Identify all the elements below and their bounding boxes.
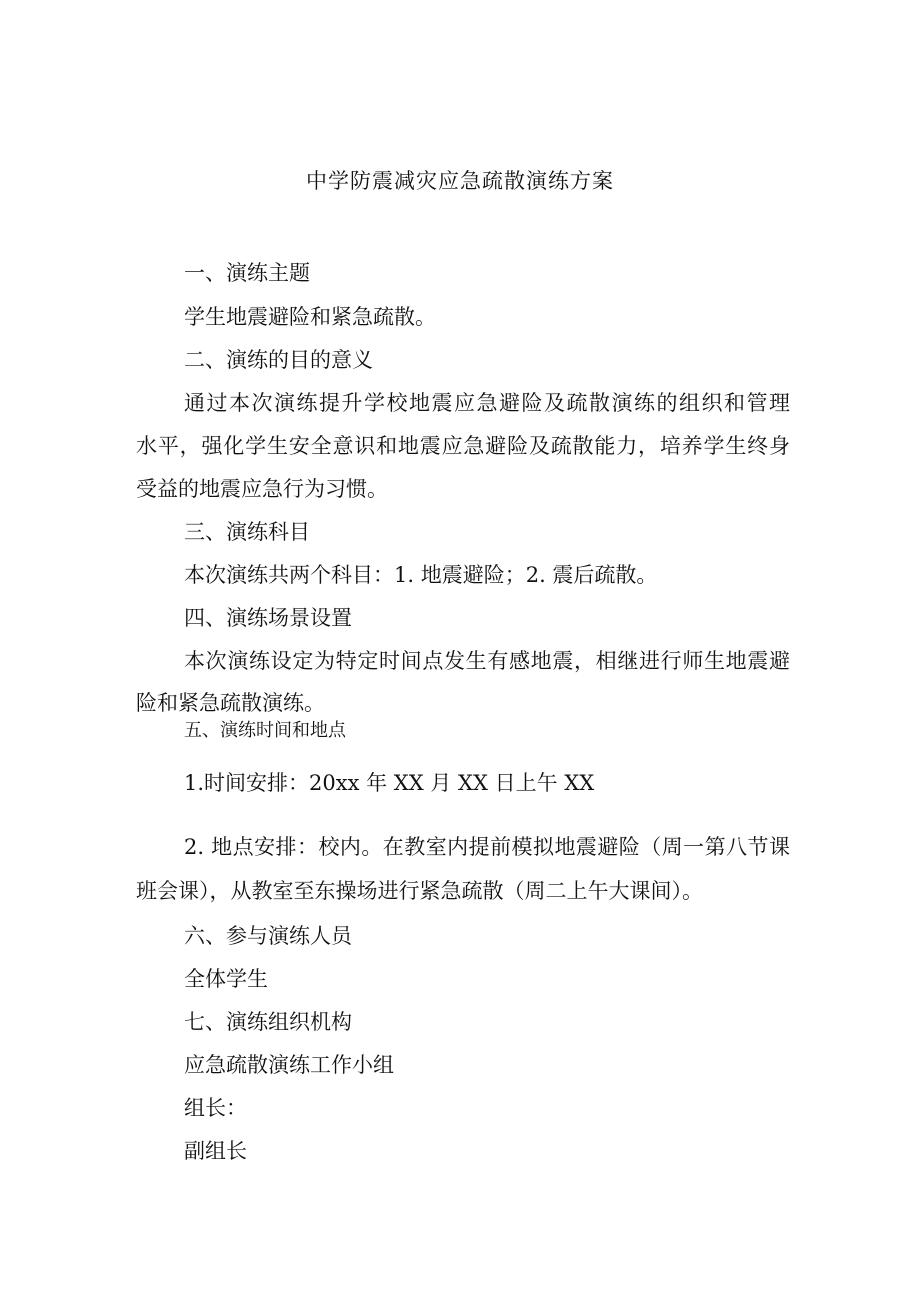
document-title: 中学防震减灾应急疏散演练方案: [306, 169, 614, 193]
section-1-heading: 一、演练主题: [184, 261, 310, 285]
section-2-line-2: 水平，强化学生安全意识和地震应急避险及疏散能力，培养学生终身: [136, 434, 790, 458]
section-2-line-3: 受益的地震应急行为习惯。: [136, 477, 388, 501]
section-4-line-2: 险和紧急疏散演练。: [136, 691, 325, 715]
section-3-heading: 三、演练科目: [184, 520, 310, 544]
deputy-leader-line: 副组长: [184, 1139, 247, 1163]
section-5-heading: 五、演练时间和地点: [184, 720, 346, 741]
section-7-heading: 七、演练组织机构: [184, 1010, 352, 1034]
section-1-body: 学生地震避险和紧急疏散。: [184, 305, 436, 329]
section-3-body: 本次演练共两个科目：1. 地震避险；2. 震后疏散。: [184, 563, 658, 587]
section-5-place-line-1: 2. 地点安排：校内。在教室内提前模拟地震避险（周一第八节课: [184, 835, 790, 859]
section-4-heading: 四、演练场景设置: [184, 606, 352, 630]
section-6-heading: 六、参与演练人员: [184, 924, 352, 948]
leader-line: 组长：: [184, 1096, 247, 1120]
section-5-place-line-2: 班会课），从教室至东操场进行紧急疏散（周二上午大课间）。: [136, 879, 703, 903]
section-2-heading: 二、演练的目的意义: [184, 348, 373, 372]
section-6-body: 全体学生: [184, 967, 268, 991]
section-4-line-1: 本次演练设定为特定时间点发生有感地震，相继进行师生地震避: [184, 649, 790, 673]
section-2-line-1: 通过本次演练提升学校地震应急避险及疏散演练的组织和管理: [184, 391, 790, 415]
section-5-time: 1.时间安排：20xx 年 XX 月 XX 日上午 XX: [184, 771, 595, 795]
section-7-body: 应急疏散演练工作小组: [184, 1053, 394, 1077]
